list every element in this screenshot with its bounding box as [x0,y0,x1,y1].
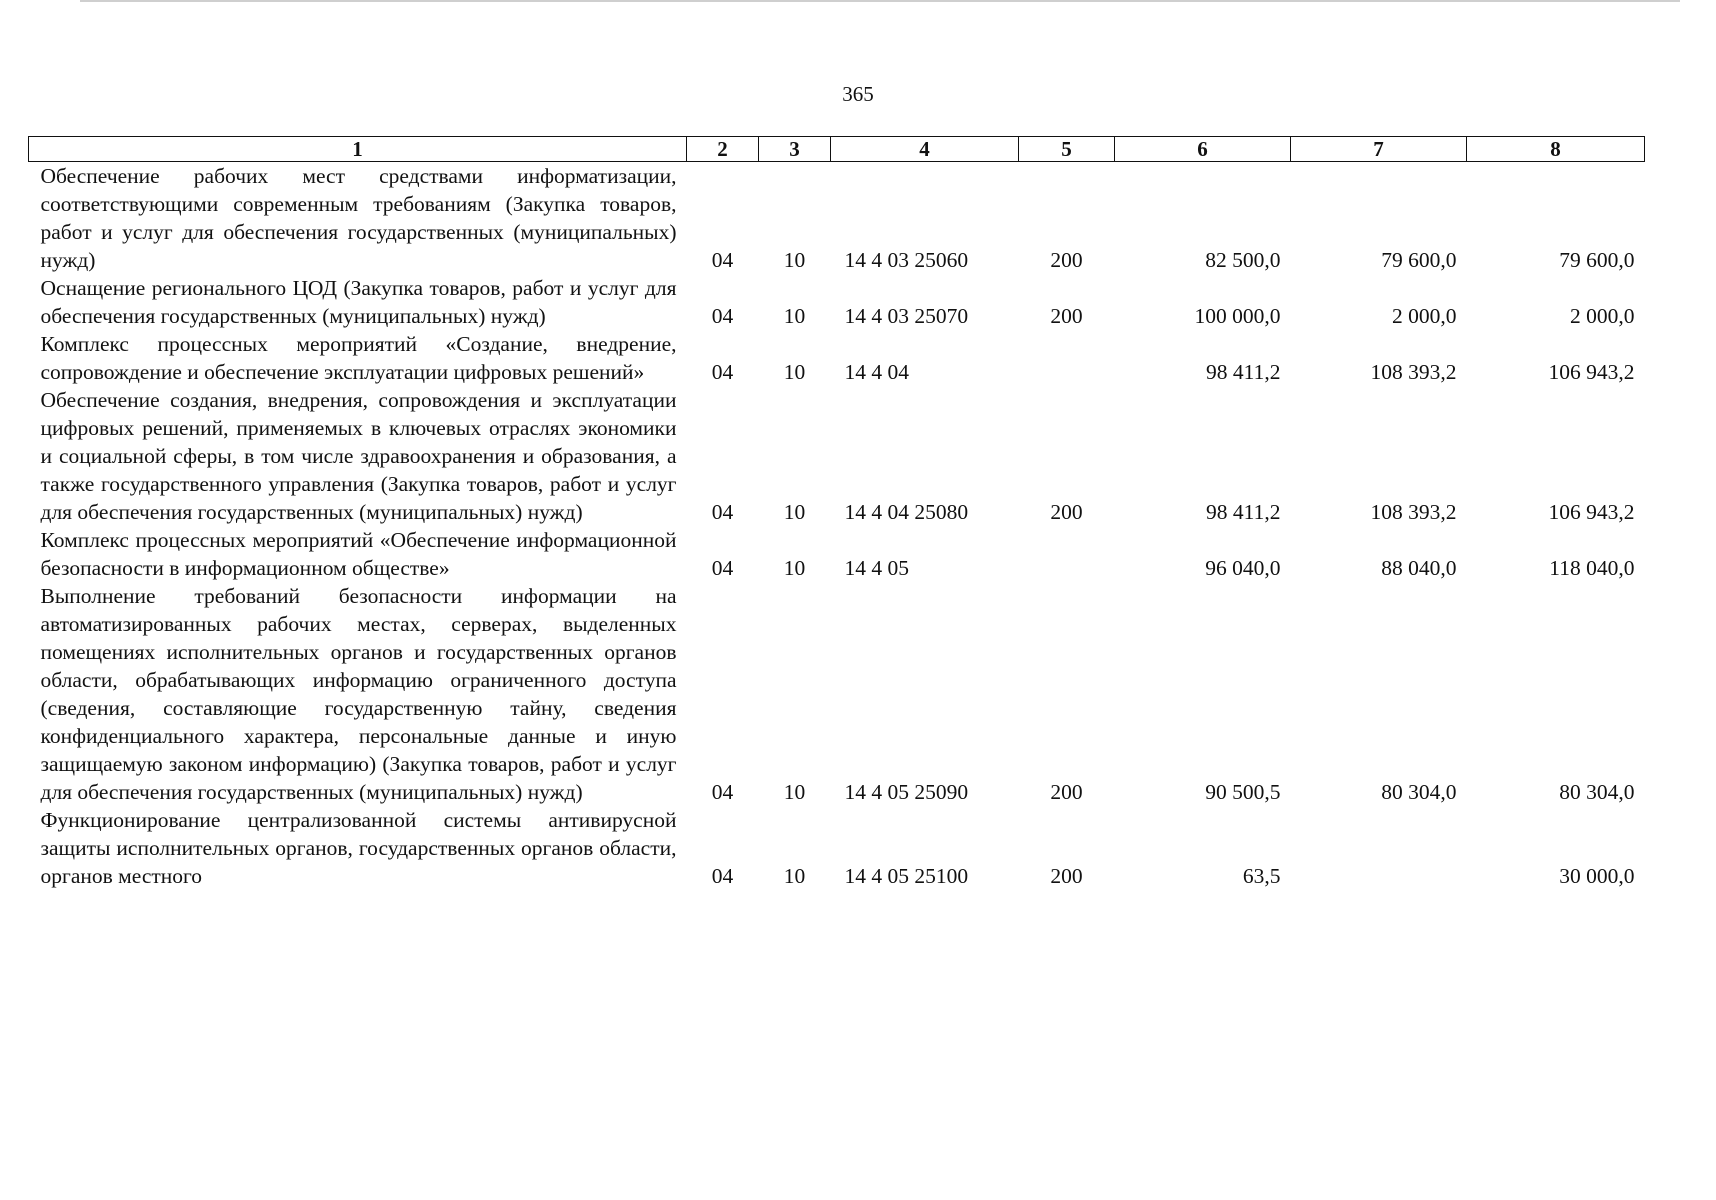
header-col-1: 1 [29,137,687,162]
row-expense-type: 200 [1050,780,1083,804]
table-row [29,806,1645,890]
page-number: 365 [842,82,874,106]
row-expense-type: 200 [1050,304,1083,328]
table-header-row [29,137,1645,162]
header-col-8: 8 [1467,137,1645,162]
row-amount-6: 98 411,2 [1206,360,1281,384]
row-name: Комплекс процессных мероприятий «Создание, внедрение, сопровождение и обеспечение эксплуатации цифровых решений» [40,332,677,384]
row-name: Функционирование централизованной системы антивирусной защиты исполнительных органов, государственных органов области, органов местного [40,808,677,888]
row-section: 04 [711,304,734,328]
row-target-article: 14 4 05 25090 [844,780,969,804]
row-target-article: 14 4 04 25080 [844,500,969,524]
row-amount-8: 118 040,0 [1549,556,1635,580]
table-row [29,274,1645,330]
row-expense-type [1019,526,1115,582]
row-target-article: 14 4 04 [844,360,909,384]
row-name: Обеспечение создания, внедрения, сопровождения и эксплуатации цифровых решений, применяемых в ключевых отраслях экономики и социальной сферы, в том числе здравоохранения и образования, а также государственного управления (Закупка товаров, работ и услуг для обеспечения государственных (муниципальных) нужд) [40,388,677,524]
row-section: 04 [711,780,734,804]
header-col-5: 5 [1019,137,1115,162]
row-section: 04 [711,556,734,580]
header-col-2: 2 [687,137,759,162]
row-amount-6: 82 500,0 [1205,248,1281,272]
row-expense-type: 200 [1050,500,1083,524]
row-subsection: 10 [783,556,806,580]
row-amount-7: 108 393,2 [1370,360,1457,384]
table-row [29,582,1645,806]
header-col-7: 7 [1291,137,1467,162]
row-amount-7 [1291,806,1467,890]
row-amount-8: 106 943,2 [1548,500,1635,524]
row-section: 04 [711,864,734,888]
row-amount-8: 80 304,0 [1559,780,1635,804]
header-col-4: 4 [831,137,1019,162]
row-section: 04 [711,248,734,272]
row-name: Комплекс процессных мероприятий «Обеспечение информационной безопасности в информационном обществе» [40,528,677,580]
row-subsection: 10 [783,500,806,524]
budget-table [28,136,1645,890]
row-subsection: 10 [783,248,806,272]
row-expense-type: 200 [1050,864,1083,888]
header-col-3: 3 [759,137,831,162]
table-row [29,330,1645,386]
row-amount-7: 2 000,0 [1392,304,1457,328]
row-subsection: 10 [783,864,806,888]
table-row [29,386,1645,526]
table-row [29,162,1645,275]
row-amount-6: 98 411,2 [1206,500,1281,524]
row-amount-7: 79 600,0 [1381,248,1457,272]
row-name: Обеспечение рабочих мест средствами информатизации, соответствующими современным требованиям (Закупка товаров, работ и услуг для обеспечения государственных (муниципальных) нужд) [40,164,677,272]
row-amount-8: 106 943,2 [1548,360,1635,384]
row-amount-6: 90 500,5 [1205,780,1281,804]
row-name: Выполнение требований безопасности информации на автоматизированных рабочих местах, серверах, выделенных помещениях исполнительных органов и государственных органов области, обрабатывающих информацию ограниченного доступа (сведения, составляющие государственную тайну, сведения конфиденциального характера, персональные данные и иную защищаемую законом информацию) (Закупка товаров, работ и услуг для обеспечения государственных (муниципальных) нужд) [40,584,677,804]
row-subsection: 10 [783,360,806,384]
row-expense-type: 200 [1050,248,1083,272]
table-row [29,526,1645,582]
row-target-article: 14 4 05 25100 [844,864,969,888]
row-target-article: 14 4 05 [844,556,909,580]
row-amount-6: 96 040,0 [1205,556,1281,580]
row-section: 04 [711,360,734,384]
row-subsection: 10 [783,780,806,804]
row-expense-type [1019,330,1115,386]
row-amount-7: 88 040,0 [1381,556,1457,580]
row-target-article: 14 4 03 25060 [844,248,969,272]
row-amount-6: 63,5 [1242,864,1281,888]
row-name: Оснащение регионального ЦОД (Закупка товаров, работ и услуг для обеспечения государственных (муниципальных) нужд) [40,276,677,328]
row-amount-7: 108 393,2 [1370,500,1457,524]
row-target-article: 14 4 03 25070 [844,304,969,328]
row-amount-8: 30 000,0 [1559,864,1635,888]
scan-top-edge [80,0,1680,2]
header-col-6: 6 [1115,137,1291,162]
row-amount-8: 79 600,0 [1559,248,1635,272]
row-subsection: 10 [783,304,806,328]
row-amount-6: 100 000,0 [1194,304,1281,328]
row-amount-7: 80 304,0 [1381,780,1457,804]
row-amount-8: 2 000,0 [1570,304,1635,328]
row-section: 04 [711,500,734,524]
